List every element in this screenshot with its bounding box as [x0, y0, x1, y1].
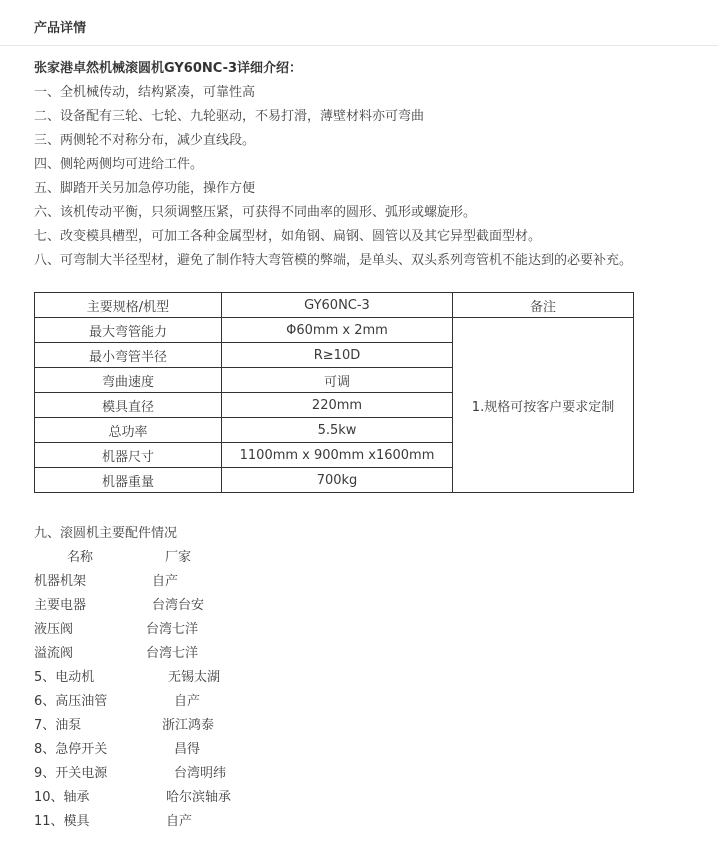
spec-table-header [35, 293, 634, 318]
list-item [0, 762, 718, 780]
list-item [0, 690, 718, 708]
feature-item: 七、改变模具槽型，可加工各种金属型材，如角钢、扁钢、圆管以及其它异型截面型材。 [34, 229, 542, 244]
feature-item: 二、设备配有三轮、七轮、九轮驱动，不易打滑，薄壁材料亦可弯曲 [34, 109, 425, 124]
spec-value: R≥10D [222, 343, 453, 368]
part-name: 8、急停开关 [34, 742, 108, 757]
spec-value: 700kg [222, 468, 453, 493]
part-maker: 台湾七洋 [146, 646, 199, 661]
feature-item: 八、可弯制大半径型材，避免了制作特大弯管模的弊端，是单头、双头系列弯管机不能达到的必要补充。 [34, 253, 633, 268]
intro-title: 张家港卓然机械滚圆机GY60NC-3详细介绍： [34, 61, 303, 76]
feature-item: 三、两侧轮不对称分布，减少直线段。 [34, 133, 256, 148]
feature-item: 六、该机传动平衡，只须调整压紧，可获得不同曲率的圆形、弧形或螺旋形。 [34, 205, 477, 220]
part-maker: 浙江鸿泰 [162, 718, 215, 733]
spec-value: 1100mm x 900mm x1600mm [222, 443, 453, 468]
table-row [35, 318, 634, 343]
list-item [0, 642, 718, 660]
part-name: 7、油泵 [34, 718, 82, 733]
spec-header-model: 主要规格/机型 [35, 293, 222, 318]
list-item [0, 738, 718, 756]
spec-label: 机器尺寸 [35, 443, 222, 468]
part-name: 液压阀 [34, 622, 74, 637]
spec-table [34, 292, 634, 493]
parts-header [0, 546, 718, 564]
part-maker: 哈尔滨轴承 [166, 790, 232, 805]
list-item [0, 786, 718, 804]
spec-header-value: GY60NC-3 [222, 293, 453, 318]
part-maker: 昌得 [174, 742, 201, 757]
feature-item: 五、脚踏开关另加急停功能，操作方便 [34, 181, 256, 196]
part-name: 机器机架 [34, 574, 87, 589]
part-name: 主要电器 [34, 598, 87, 613]
spec-label: 总功率 [35, 418, 222, 443]
part-name: 5、电动机 [34, 670, 95, 685]
list-item [0, 570, 718, 588]
part-maker: 台湾七洋 [146, 622, 199, 637]
part-maker: 自产 [174, 694, 201, 709]
list-item [0, 666, 718, 684]
list-item [0, 618, 718, 636]
spec-label: 模具直径 [35, 393, 222, 418]
spec-note: 1.规格可按客户要求定制 [453, 318, 634, 493]
part-name: 9、开关电源 [34, 766, 108, 781]
spec-label: 最小弯管半径 [35, 343, 222, 368]
spec-value: 可调 [222, 368, 453, 393]
spec-label: 弯曲速度 [35, 368, 222, 393]
spec-value: 220mm [222, 393, 453, 418]
feature-item: 四、侧轮两侧均可进给工件。 [34, 157, 204, 172]
feature-item: 一、全机械传动，结构紧凑，可靠性高 [34, 85, 256, 100]
spec-value: 5.5kw [222, 418, 453, 443]
part-name: 10、轴承 [34, 790, 90, 805]
spec-label: 最大弯管能力 [35, 318, 222, 343]
spec-label: 机器重量 [35, 468, 222, 493]
part-maker: 台湾明纬 [174, 766, 227, 781]
part-name: 溢流阀 [34, 646, 74, 661]
spec-header-note: 备注 [453, 293, 634, 318]
list-item [0, 714, 718, 732]
spec-value: Φ60mm x 2mm [222, 318, 453, 343]
list-item [0, 810, 718, 828]
part-maker: 无锡太湖 [168, 670, 221, 685]
part-name: 6、高压油管 [34, 694, 108, 709]
part-maker: 自产 [166, 814, 193, 829]
section-title: 产品详情 [34, 21, 87, 36]
part-name: 11、模具 [34, 814, 90, 829]
parts-header-maker: 厂家 [165, 550, 192, 565]
part-maker: 自产 [152, 574, 179, 589]
parts-title: 九、滚圆机主要配件情况 [34, 526, 178, 541]
section-header [0, 0, 718, 46]
list-item [0, 594, 718, 612]
part-maker: 台湾台安 [152, 598, 205, 613]
parts-header-name: 名称 [67, 550, 94, 565]
